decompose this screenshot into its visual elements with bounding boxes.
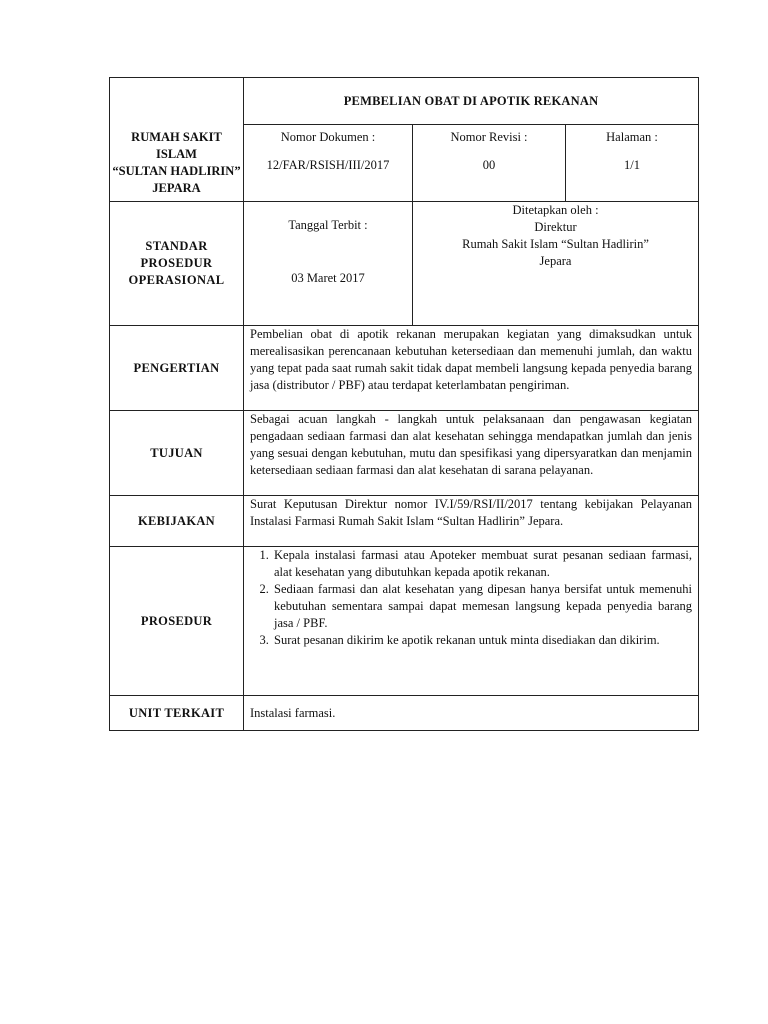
prosedur-label: PROSEDUR bbox=[110, 547, 244, 696]
tanggal-terbit-value: 03 Maret 2017 bbox=[291, 271, 365, 285]
prosedur-step: 3. Surat pesanan dikirim ke apotik rekanan untuk minta disediakan dan dikirim. bbox=[272, 632, 692, 649]
hospital-name-line3: JEPARA bbox=[152, 181, 201, 195]
ditetapkan-cell bbox=[413, 202, 699, 326]
hospital-name-line2: “SULTAN HADLIRIN” bbox=[112, 164, 241, 178]
kebijakan-label: KEBIJAKAN bbox=[110, 496, 244, 547]
halaman-label: Halaman : bbox=[606, 130, 658, 144]
pengertian-label: PENGERTIAN bbox=[110, 326, 244, 411]
nomor-revisi-value: 00 bbox=[482, 158, 496, 172]
prosedur-steps-list bbox=[250, 547, 692, 649]
ditetapkan-line2: Direktur bbox=[534, 220, 577, 234]
halaman-value: 1/1 bbox=[624, 158, 640, 172]
tanggal-terbit-cell bbox=[244, 202, 413, 326]
hospital-name-cell bbox=[110, 78, 244, 202]
tanggal-terbit-label: Tanggal Terbit : bbox=[288, 218, 368, 232]
unit-terkait-text: Instalasi farmasi. bbox=[244, 696, 699, 731]
sop-label-line1: STANDAR bbox=[145, 239, 208, 253]
ditetapkan-line1: Ditetapkan oleh : bbox=[512, 203, 599, 217]
halaman-cell bbox=[566, 125, 699, 202]
ditetapkan-line3: Rumah Sakit Islam “Sultan Hadlirin” bbox=[462, 237, 649, 251]
prosedur-step: 2. Sediaan farmasi dan alat kesehatan yang dipesan hanya bersifat untuk memenuhi kebutuhan sementara sampai dapat memesan langsung kepada penyedia barang jasa / PBF. bbox=[272, 581, 692, 632]
tujuan-label: TUJUAN bbox=[110, 411, 244, 496]
nomor-revisi-cell bbox=[413, 125, 566, 202]
unit-terkait-label: UNIT TERKAIT bbox=[110, 696, 244, 731]
nomor-dokumen-cell bbox=[244, 125, 413, 202]
ditetapkan-line4: Jepara bbox=[539, 254, 572, 268]
tujuan-text: Sebagai acuan langkah - langkah untuk pelaksanaan dan pengawasan kegiatan pengadaan sediaan farmasi dan alat kesehatan sehingga mendapatkan jumlah dan jenis yang sesuai dengan kebutuhan, mutu dan spesifikasi yang dipersyaratkan dan menjamin ketersediaan sediaan farmasi dan alat kesehatan di sarana pelayanan. bbox=[244, 411, 699, 496]
prosedur-step: 1. Kepala instalasi farmasi atau Apoteker membuat surat pesanan sediaan farmasi, alat kesehatan yang dibutuhkan kepada apotik rekanan. bbox=[272, 547, 692, 581]
pengertian-text: Pembelian obat di apotik rekanan merupakan kegiatan yang dimaksudkan untuk merealisasikan perencanaan kebutuhan ketersediaan dan memenuhi jumlah, dan waktu yang tepat pada saat rumah sakit tidak dapat membeli langsung kepada penyedia barang jasa (distributor / PBF) atau terdapat keterlambatan pengiriman. bbox=[244, 326, 699, 411]
nomor-dokumen-value: 12/FAR/RSISH/III/2017 bbox=[266, 158, 390, 172]
nomor-dokumen-label: Nomor Dokumen : bbox=[280, 130, 376, 144]
sop-document-table bbox=[109, 77, 699, 731]
sop-label-line2: PROSEDUR bbox=[140, 256, 213, 270]
sop-label-cell bbox=[110, 202, 244, 326]
hospital-name-line1: RUMAH SAKIT ISLAM bbox=[131, 130, 222, 161]
kebijakan-text: Surat Keputusan Direktur nomor IV.I/59/RSI/II/2017 tentang kebijakan Pelayanan Instalasi Farmasi Rumah Sakit Islam “Sultan Hadlirin” Jepara. bbox=[244, 496, 699, 547]
prosedur-content bbox=[244, 547, 699, 696]
nomor-revisi-label: Nomor Revisi : bbox=[450, 130, 528, 144]
sop-label-line3: OPERASIONAL bbox=[128, 273, 225, 287]
document-title: PEMBELIAN OBAT DI APOTIK REKANAN bbox=[244, 78, 699, 125]
